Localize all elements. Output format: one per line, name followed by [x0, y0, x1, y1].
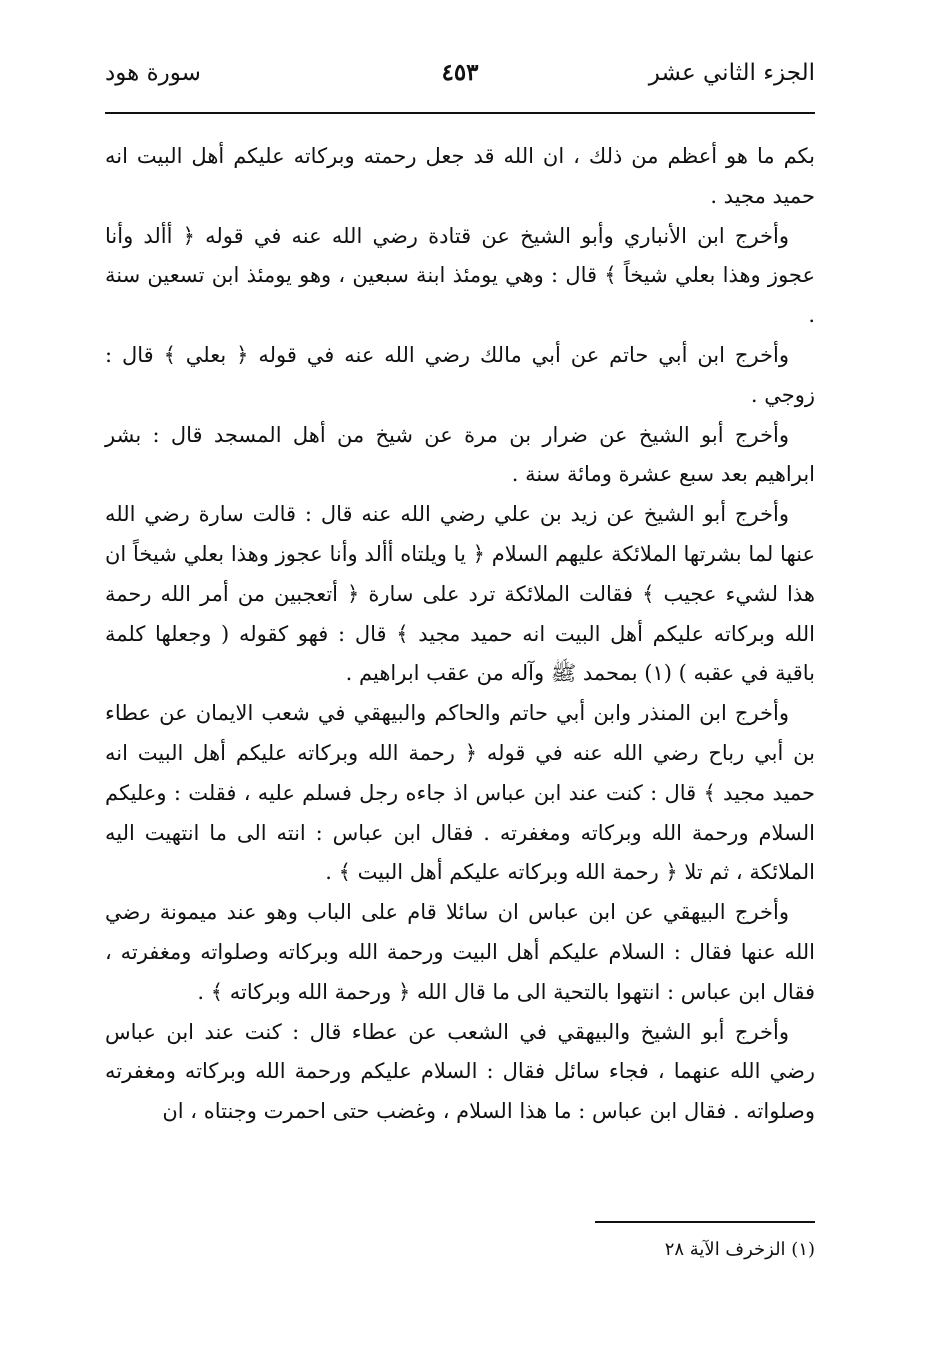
main-text	[105, 137, 815, 1132]
paragraph: وأخرج أبو الشيخ والبيهقي في الشعب عن عطاء قال : كنت عند ابن عباس رضي الله عنهما ، فجاء سائل فقال : السلام عليكم ورحمة الله وبركاته ومغفرته وصلواته . فقال ابن عباس : ما هذا السلام ، وغضب حتى احمرت وجنتاه ، ان	[105, 1019, 815, 1124]
page-number: ٤٥٣	[441, 59, 479, 86]
juz-label: الجزء الثاني عشر	[648, 60, 815, 86]
paragraph: وأخرج أبو الشيخ عن ضرار بن مرة عن شيخ من أهل المسجد قال : بشر ابراهيم بعد سبع عشرة ومائة سنة .	[105, 422, 815, 487]
paragraph: وأخرج ابن الأنباري وأبو الشيخ عن قتادة رضي الله عنه في قوله ﴿ أألد وأنا عجوز وهذا بعلي شيخاً ﴾ قال : وهي يومئذ ابنة سبعين ، وهو يومئذ ابن تسعين سنة .	[105, 223, 815, 328]
page-header	[105, 48, 815, 100]
footnote-divider	[595, 1221, 815, 1223]
paragraph: وأخرج ابن أبي حاتم عن أبي مالك رضي الله عنه في قوله ﴿ بعلي ﴾ قال : زوجي .	[105, 342, 815, 407]
paragraph: وأخرج البيهقي عن ابن عباس ان سائلا قام على الباب وهو عند ميمونة رضي الله عنها فقال : السلام عليكم أهل البيت ورحمة الله وبركاته وصلواته ومغفرته ، فقال ابن عباس : انتهوا بالتحية الى ما قال الله ﴿ ورحمة الله وبركاته ﴾ .	[105, 900, 815, 1004]
surah-label: سورة هود	[105, 60, 201, 86]
header-divider	[105, 112, 815, 114]
paragraph: وأخرج أبو الشيخ عن زيد بن علي رضي الله عنه قال : قالت سارة رضي الله عنها لما بشرتها الملائكة عليهم السلام ﴿ يا ويلتاه أألد وأنا عجوز وهذا بعلي شيخاً ان هذا لشيء عجيب ﴾ فقالت الملائكة ترد على سارة ﴿ أتعجبين من أمر الله رحمة الله وبركاته عليكم أهل البيت انه حميد مجيد ﴾ قال : فهو كقوله ( وجعلها كلمة باقية في عقبه ) (١) بمحمد ﷺ وآله من عقب ابراهيم .	[105, 502, 815, 686]
footnote: (١) الزخرف الآية ٢٨	[664, 1239, 815, 1260]
paragraph: بكم ما هو أعظم من ذلك ، ان الله قد جعل رحمته وبركاته عليكم أهل البيت انه حميد مجيد .	[105, 144, 815, 208]
paragraph: وأخرج ابن المنذر وابن أبي حاتم والحاكم والبيهقي في شعب الايمان عن عطاء بن أبي رباح رضي الله عنه في قوله ﴿ رحمة الله وبركاته عليكم أهل البيت انه حميد مجيد ﴾ قال : كنت عند ابن عباس اذ جاءه رجل فسلم عليه ، فقلت : وعليكم السلام ورحمة الله وبركاته ومغفرته . فقال ابن عباس : انته الى ما انتهيت اليه الملائكة ، ثم تلا ﴿ رحمة الله وبركاته عليكم أهل البيت ﴾ .	[105, 701, 815, 885]
